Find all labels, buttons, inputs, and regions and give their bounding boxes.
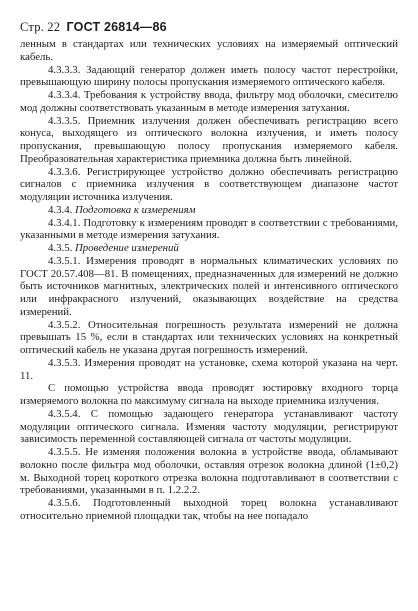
body-paragraph: 4.3.5.3. Измерения проводят на установке, схема которой указана на черт. 11.	[20, 356, 398, 382]
body-paragraph: 4.3.5.2. Относительная погрешность результата измерений не должна превышать 15 %, если в стандартах или технических условиях на конкретный оптический кабель не указана другая погрешность измерений.	[20, 318, 398, 356]
section-heading	[20, 204, 398, 217]
section-title: Подготовка к измерениям	[75, 203, 196, 216]
page-number: Стр. 22	[20, 20, 61, 34]
section-number: 4.3.4.	[48, 203, 73, 216]
body-paragraph: 4.3.5.6. Подготовленный выходной торец волокна устанавливают относительно приемной площадки так, чтобы на нее попадало	[20, 497, 398, 522]
section-heading	[20, 242, 398, 255]
body-paragraph: 4.3.4.1. Подготовку к измерениям проводят в соответствии с требованиями, указанными в методе измерения затухания.	[20, 216, 398, 242]
section-number: 4.3.5.	[48, 242, 73, 254]
page-header	[20, 20, 398, 35]
section-title: Проведение измерений	[75, 242, 179, 254]
body-paragraph: С помощью устройства ввода проводят юстировку входного торца измеряемого волокна по максимуму сигнала на выходе приемника излучения.	[20, 382, 398, 407]
body-paragraph: 4.3.3.6. Регистрирующее устройство должно обеспечивать регистрацию сигналов с приемника излучения в соответствующем диапазоне частот модуляции источника излучения.	[20, 165, 398, 203]
body-paragraph: 4.3.5.5. Не изменяя положения волокна в устройстве ввода, обламывают волокно после фильтра мод оболочки, оставляя отрезок волокна длиной (1±0,2) м. Выходной торец короткого отрезка волокна подготавливают в соответствии с требованиями, указанными в п. 1.2.2.2.	[20, 446, 398, 497]
body-paragraph: 4.3.5.1. Измерения проводят в нормальных климатических условиях по ГОСТ 20.57.408—81. В помещениях, предназначенных для измерений не должно быть источников магнитных, электрических полей и интенсивного оптического или инфракрасного излучений, оказывающих воздействие на средства измерений.	[20, 254, 398, 318]
body-paragraph: 4.3.3.5. Приемник излучения должен обеспечивать регистрацию всего конуса, выходящего из оптического волокна излучения, и иметь полосу пропускания, превышающую полосу пропускания измеряемого кабеля. Преобразовательная характеристика приемника должна быть линейной.	[20, 114, 398, 165]
standard-designation: ГОСТ 26814—86	[66, 20, 167, 34]
continued-paragraph: ленным в стандартах или технических условиях на измеряемый оптический кабель.	[20, 38, 398, 63]
document-body	[20, 38, 398, 523]
body-paragraph: 4.3.5.4. С помощью задающего генератора устанавливают частоту модуляции оптического сигнала. Изменяя частоту модуляции, регистрируют зависимость переменной составляющей сигнала от частоты модуляции.	[20, 407, 398, 446]
body-paragraph: 4.3.3.4. Требования к устройству ввода, фильтру мод оболочки, смесителю мод должны соответствовать указанным в методе измерения затухания.	[20, 89, 398, 114]
body-paragraph: 4.3.3.3. Задающий генератор должен иметь полосу частот перестройки, превышающую ширину полосы пропускания измеряемого оптического кабеля.	[20, 63, 398, 89]
